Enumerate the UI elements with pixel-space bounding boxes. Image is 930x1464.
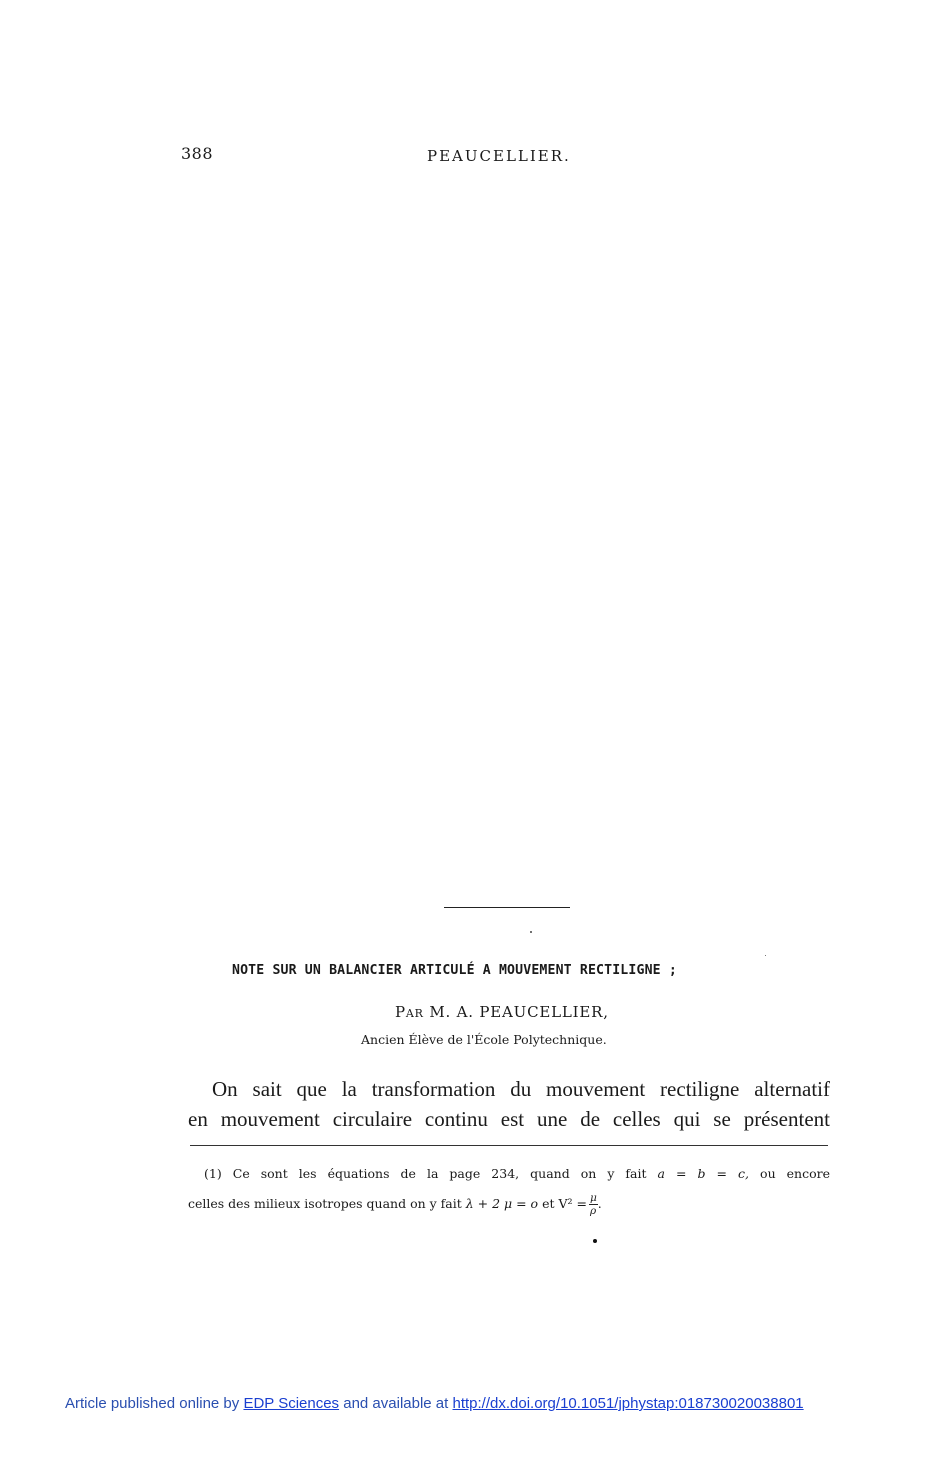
author-name: M. A. PEAUCELLIER,: [429, 1003, 609, 1021]
footnote-marker: (1): [204, 1166, 222, 1181]
footnote-math: V² =: [558, 1196, 587, 1211]
publisher-link[interactable]: EDP Sciences: [243, 1395, 340, 1412]
footnote-fraction: [589, 1192, 598, 1217]
footnote-text: et: [542, 1196, 555, 1211]
body-line: On sait que la transformation du mouvement rectiligne alternatif: [212, 1077, 830, 1101]
footnote-text: Ce sont les équations de la page 234, quand on y fait: [232, 1166, 647, 1181]
print-speck: [765, 955, 766, 956]
print-speck: [593, 1239, 597, 1243]
page-number: 388: [181, 144, 214, 163]
footnote-text: .: [597, 1196, 602, 1211]
footnote-text: ou encore: [760, 1166, 830, 1181]
doi-link[interactable]: http://dx.doi.org/10.1051/jphystap:018730020038801: [452, 1395, 804, 1412]
body-line: en mouvement circulaire continu est une de celles qui se présentent: [188, 1107, 830, 1131]
footnote-math: λ + 2 μ = o: [465, 1196, 539, 1211]
footnote-line: [188, 1159, 830, 1189]
author-affiliation: Ancien Élève de l'École Polytechnique.: [361, 1032, 607, 1047]
fraction-denominator: ρ: [589, 1205, 597, 1217]
author-prefix: Par: [395, 1003, 424, 1021]
running-head: PEAUCELLIER.: [427, 147, 571, 165]
print-speck: [530, 931, 532, 933]
publisher-middle: and available at: [343, 1395, 449, 1412]
body-paragraph: [188, 1074, 830, 1134]
publisher-footer: [65, 1395, 804, 1412]
footnote-line: [188, 1189, 830, 1219]
section-separator-rule: [444, 907, 570, 908]
publisher-prefix: Article published online by: [65, 1395, 240, 1412]
article-title: NOTE SUR UN BALANCIER ARTICULÉ A MOUVEMENT RECTILIGNE ;: [232, 963, 677, 978]
fraction-numerator: μ: [589, 1192, 597, 1204]
footnote: [188, 1159, 830, 1219]
footnote-math: a = b = c,: [657, 1166, 750, 1181]
footnote-text: celles des milieux isotropes quand on y fait: [188, 1196, 462, 1211]
footnote-rule: [190, 1145, 828, 1146]
author-line: [395, 1003, 635, 1021]
